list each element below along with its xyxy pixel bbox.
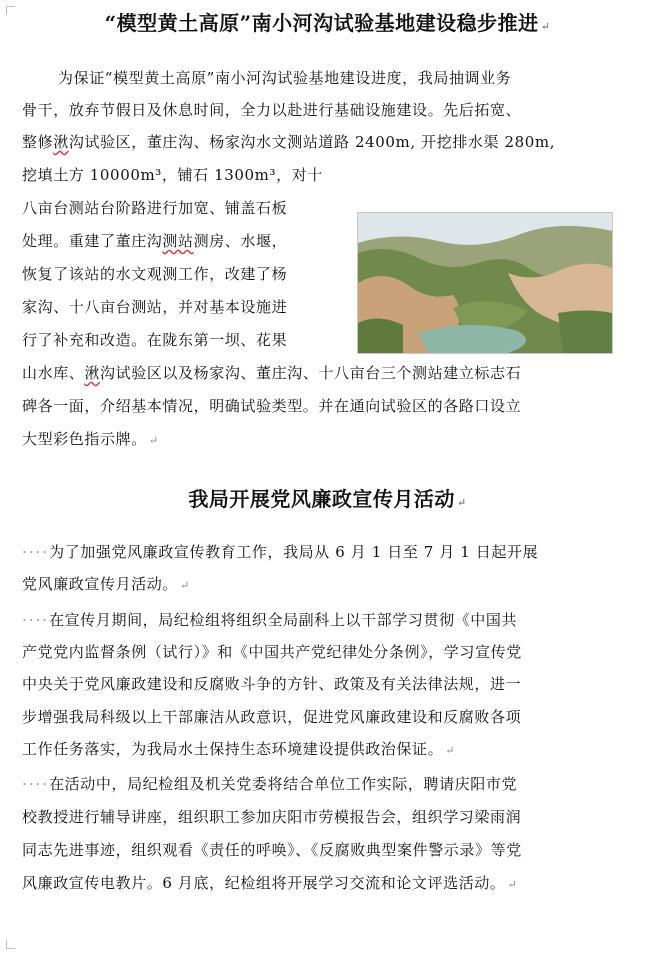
paragraph-mark-icon: ↵: [148, 434, 159, 447]
article2-line: 校教授进行辅导讲座，组织职工参加庆阳市劳模报告会，组织学习梁雨润: [22, 808, 522, 826]
article2-line: 党风廉政宣传月活动。 ↵: [22, 575, 190, 593]
article1-line: 处理。重建了董庄沟测站测房、水堰，: [22, 232, 288, 250]
article1-line: 八亩台测站台阶路进行加宽、铺盖石板: [22, 199, 288, 217]
article1-line: 家沟、十八亩台测站，并对基本设施进: [22, 298, 288, 316]
article2-line: 产党党内监督条例（试行）》和《中国共产党纪律处分条例》，学习宣传党: [22, 643, 522, 661]
article1-line: 行了补充和改造。在陇东第一坝、花果: [22, 331, 288, 349]
paragraph-mark-icon: ↵: [180, 579, 190, 592]
article1-line: 山水库、湫沟试验区以及杨家沟、董庄沟、十八亩台三个测站建立标志石: [22, 364, 522, 382]
article1-title: “模型黄土高原”南小河沟试验基地建设稳步推进 ↵: [104, 11, 551, 35]
article1-line: 挖填土方 10000m³，铺石 1300m³，对十: [22, 166, 323, 184]
landscape-image: [358, 213, 612, 353]
page-corner-mark: [6, 940, 15, 949]
paragraph-mark-icon: ↵: [456, 496, 467, 509]
article2-line: ····在宣传月期间，局纪检组将组织全局副科上以干部学习贯彻《中国共: [22, 611, 518, 629]
article2-line: ····在活动中，局纪检组及机关党委将结合单位工作实际，聘请庆阳市党: [22, 775, 518, 793]
water: [418, 325, 526, 353]
article1-line: 恢复了该站的水文观测工作，改建了杨: [22, 265, 288, 283]
article1-line: 为保证“模型黄土高原”南小河沟试验基地建设进度，我局抽调业务: [58, 69, 512, 87]
spellcheck-flag: 湫: [84, 364, 101, 382]
paragraph-mark-icon: ↵: [507, 878, 518, 891]
paragraph-mark-icon: ↵: [445, 744, 456, 757]
indent-marks: ····: [22, 543, 50, 561]
article2-line: 中央关于党风廉政建设和反腐败斗争的方针、政策及有关法律法规，进一: [22, 675, 522, 693]
indent-marks: ····: [22, 775, 50, 793]
indent-marks: ····: [22, 611, 50, 629]
loess-gully-photo: [357, 212, 613, 354]
article2-line: ····为了加强党风廉政宣传教育工作，我局从 6 月 1 日至 7 月 1 日起开展: [22, 543, 539, 561]
article2-line: 同志先进事迹，组织观看《责任的呼唤》、《反腐败典型案件警示录》等党: [22, 841, 522, 859]
spellcheck-flag: 湫: [53, 133, 69, 151]
article2-line: 步增强我局科级以上干部廉洁从政意识，促进党风廉政建设和反腐败各项: [22, 708, 522, 726]
paragraph-mark-icon: ↵: [540, 20, 551, 33]
article2-line: 风廉政宣传电教片。6 月底，纪检组将开展学习交流和论文评选活动。 ↵: [22, 874, 518, 892]
article1-line: 碑各一面，介绍基本情况，明确试验类型。并在通向试验区的各路口设立: [22, 397, 522, 415]
article1-line: 大型彩色指示牌。 ↵: [22, 430, 159, 448]
article2-title: 我局开展党风廉政宣传月活动 ↵: [188, 487, 467, 511]
spellcheck-flag: 测站: [162, 232, 194, 250]
article2-line: 工作任务落实，为我局水土保持生态环境建设提供政治保证。 ↵: [22, 740, 456, 758]
article1-line: 骨干，放弃节假日及休息时间，全力以赴进行基础设施建设。先后拓宽、: [22, 101, 522, 119]
article1-line: 整修湫沟试验区，董庄沟、杨家沟水文测站道路 2400m, 开挖排水渠 280m,: [22, 133, 556, 151]
